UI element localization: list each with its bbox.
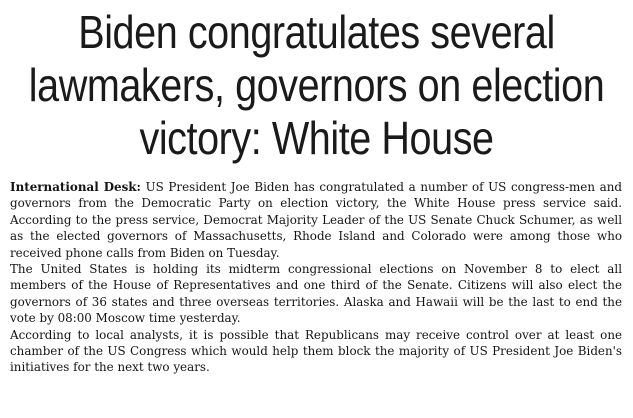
article-headline: Biden congratulates several lawmakers, governors on election victory: White House (28, 6, 605, 164)
article-paragraph-3: According to local analysts, it is possible that Republicans may receive control over at least one chamber of the US Congress which would help them block the majority of US President Joe Biden's initiatives for the next two years. (10, 326, 623, 375)
article-paragraph-1 (10, 179, 622, 261)
paragraph-1-text: US President Joe Biden has congratulated a number of US congress-men and governors from the Democratic Party on election victory, the White House press service said. According to the press service, Democrat Majority Leader of the US Senate Chuck Schumer, as well as the elected governors of Massachusetts, Rhode Island and Colorado were among those who received phone calls from Biden on Tuesday. (10, 179, 623, 260)
article-paragraph-2: The United States is holding its midterm congressional elections on November 8 to elect all members of the House of Representatives and one third of the Senate. Citizens will also elect the governors of 36 states and three overseas territories. Alaska and Hawaii will be the last to end the vote by 08:00 Moscow time yesterday. (10, 261, 623, 326)
article-body (10, 179, 622, 376)
article-dateline: International Desk: (10, 179, 141, 194)
